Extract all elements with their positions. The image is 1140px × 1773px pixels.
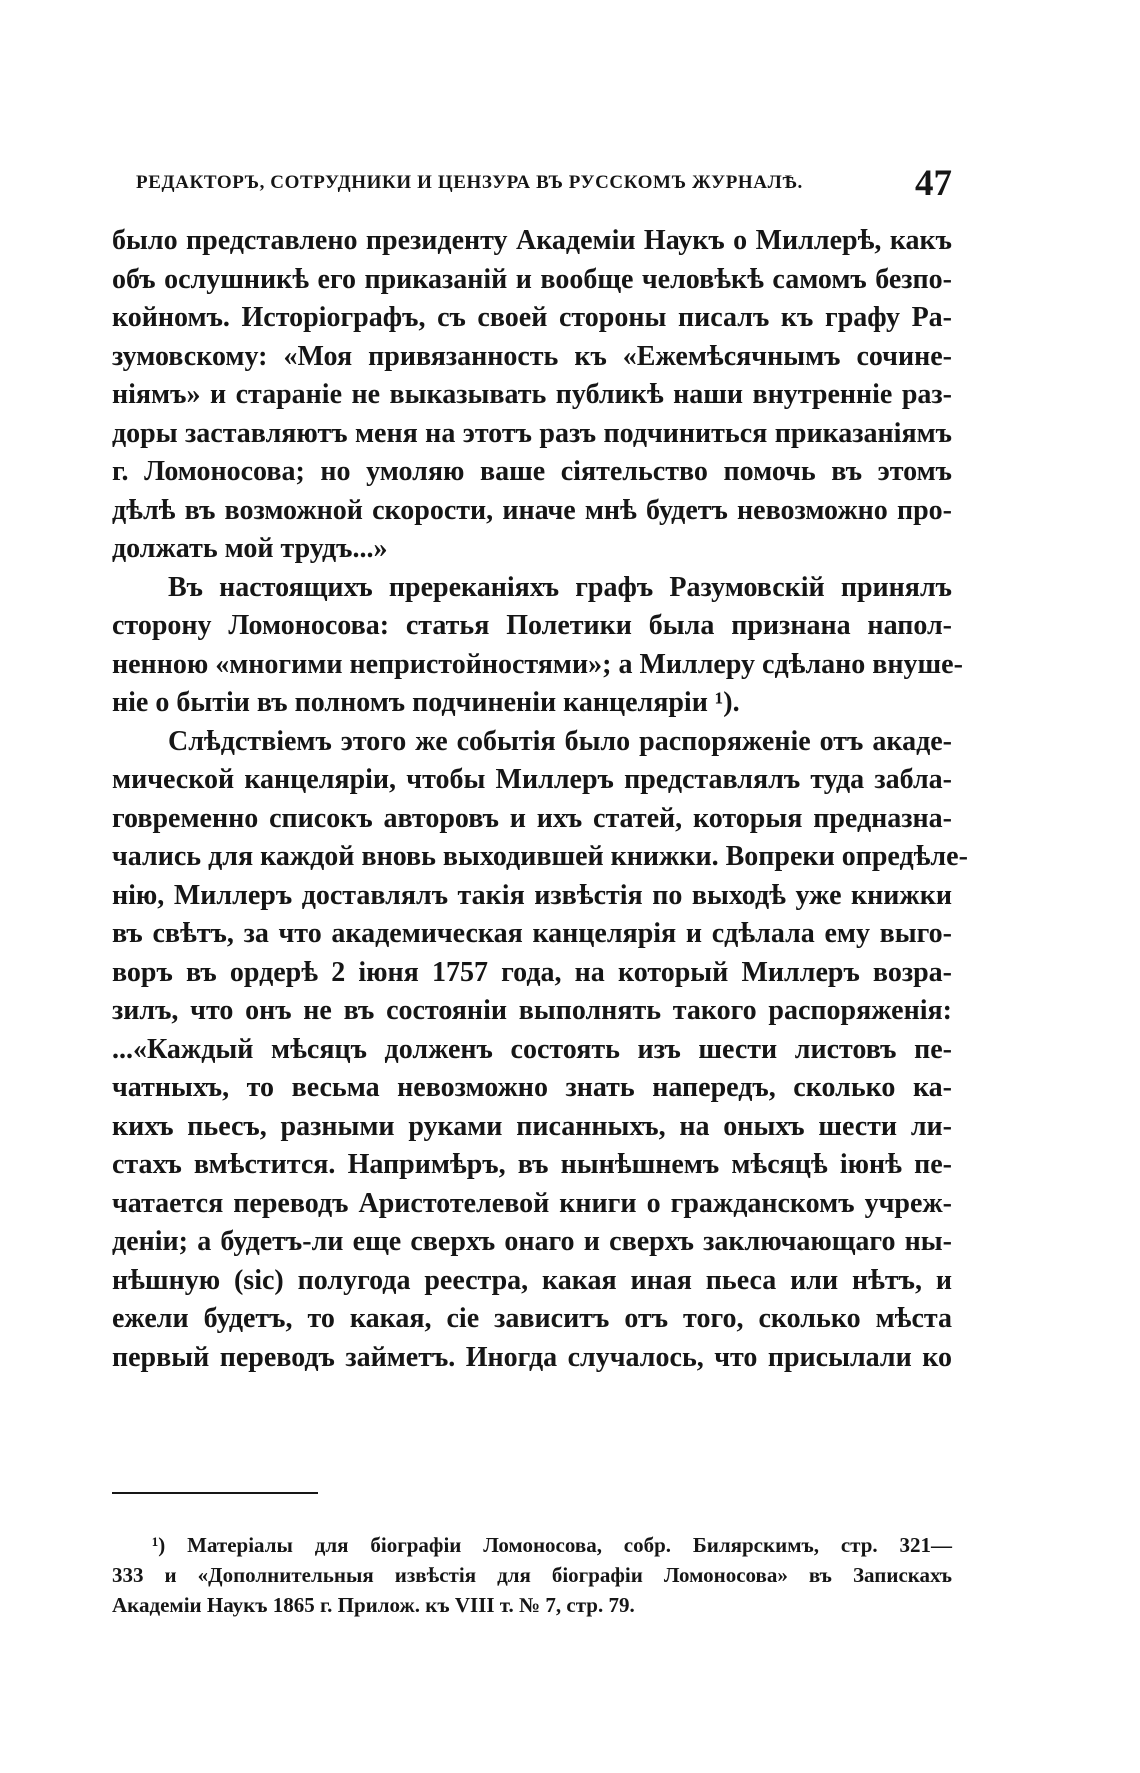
text-line: въ свѣтъ, за что академическая канцелярія и сдѣлала ему выго-: [112, 918, 952, 949]
book-page: [112, 0, 968, 1773]
text-line: чатается переводъ Аристотелевой книги о гражданскомъ учреж-: [112, 1187, 952, 1219]
page-number: 47: [915, 163, 952, 204]
text-line: ненною «многими непристойностями»; а Миллеру сдѣлано внуше-: [112, 648, 963, 680]
text-line: койномъ. Исторіографъ, съ своей стороны писалъ къ графу Ра-: [112, 302, 952, 333]
text-line: мической канцеляріи, чтобы Миллеръ представлялъ туда забла-: [112, 764, 952, 795]
footnote-line: 333 и «Дополнительныя извѣстія для біографіи Ломоносова» въ Запискахъ: [112, 1563, 952, 1587]
text-line: нію, Миллеръ доставлялъ такія извѣстія по выходѣ уже книжки: [112, 879, 952, 911]
text-line: доры заставляютъ меня на этотъ разъ подчиниться приказаніямъ: [112, 417, 952, 449]
footnote: [112, 1530, 952, 1620]
paragraph-start-line: Въ настоящихъ пререканіяхъ графъ Разумовскій принялъ: [168, 571, 952, 603]
paragraph-start-line: Слѣдствіемъ этого же событія было распоряженіе отъ акаде-: [168, 725, 952, 757]
text-line: первый переводъ займетъ. Иногда случалось, что присылали ко: [112, 1341, 952, 1373]
running-title: РЕДАКТОРЪ, СОТРУДНИКИ И ЦЕНЗУРА ВЪ РУССКОМЪ ЖУРНАЛѢ.: [136, 172, 803, 193]
running-header: [136, 162, 952, 212]
text-line: деніи; а будетъ-ли еще сверхъ онаго и сверхъ заключающаго ны-: [112, 1226, 952, 1257]
text-line: зумовскому: «Моя привязанность къ «Ежемѣсячнымъ сочине-: [112, 340, 952, 372]
text-line: сторону Ломоносова: статья Полетики была признана напол-: [112, 610, 952, 641]
text-line: ніе о бытіи въ полномъ подчиненіи канцеляріи ¹).: [112, 687, 740, 718]
text-line: объ ослушникѣ его приказаній и вообще человѣкѣ самомъ безпо-: [112, 263, 952, 295]
text-line: было представлено президенту Академіи Наукъ о Миллерѣ, какъ: [112, 225, 952, 256]
text-line: чатныхъ, то весьма невозможно знать напередъ, сколько ка-: [112, 1072, 952, 1103]
text-line: ніямъ» и стараніе не выказывать публикѣ наши внутренніе раз-: [112, 379, 952, 410]
footnote-divider: [112, 1492, 318, 1494]
text-line: говременно списокъ авторовъ и ихъ статей, которыя предназна-: [112, 802, 952, 834]
footnote-line: ¹) Матеріалы для біографіи Ломоносова, собр. Билярскимъ, стр. 321—: [152, 1533, 952, 1557]
text-line: зилъ, что онъ не въ состояніи выполнять такого распоряженія:: [112, 995, 952, 1026]
footnote-line: Академіи Наукъ 1865 г. Прилож. къ VIII т. № 7, стр. 79.: [112, 1593, 635, 1617]
text-line: воръ въ ордерѣ 2 іюня 1757 года, на который Миллеръ возра-: [112, 956, 952, 988]
text-line: дѣлѣ въ возможной скорости, иначе мнѣ будетъ невозможно про-: [112, 494, 952, 526]
text-line: ...«Каждый мѣсяцъ долженъ состоять изъ шести листовъ пе-: [112, 1033, 952, 1065]
text-line: чались для каждой вновь выходившей книжки. Вопреки опредѣле-: [112, 841, 968, 872]
text-line: кихъ пьесъ, разными руками писанныхъ, на оныхъ шести ли-: [112, 1110, 952, 1142]
text-line: нѣшную (sic) полугода реестра, какая иная пьеса или нѣтъ, и: [112, 1264, 952, 1296]
text-line: стахъ вмѣстится. Напримѣръ, въ нынѣшнемъ мѣсяцѣ іюнѣ пе-: [112, 1149, 952, 1180]
text-line: должать мой трудъ...»: [112, 533, 388, 564]
text-line: г. Ломоносова; но умоляю ваше сіятельство помочь въ этомъ: [112, 456, 952, 487]
text-line: ежели будетъ, то какая, сіе зависитъ отъ того, сколько мѣста: [112, 1303, 952, 1334]
body-text: [112, 222, 968, 1377]
